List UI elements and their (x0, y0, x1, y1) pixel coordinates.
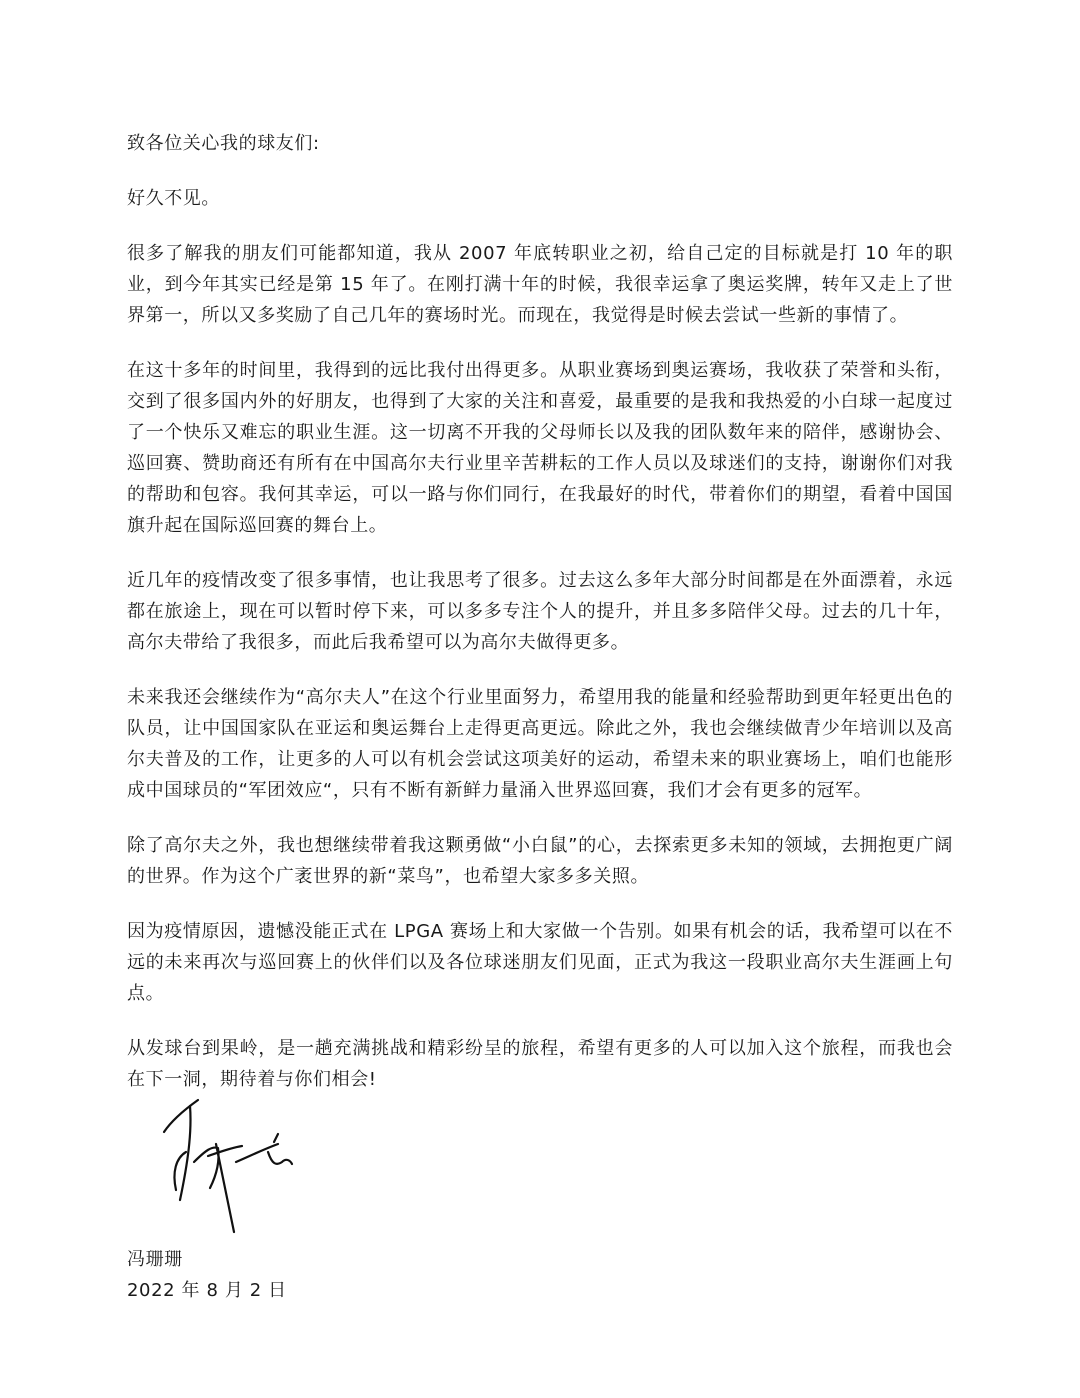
letter-paragraph: 近几年的疫情改变了很多事情，也让我思考了很多。过去这么多年大部分时间都是在外面漂着，永远都在旅途上，现在可以暂时停下来，可以多多专注个人的提升，并且多多陪伴父母。过去的几十年，高尔夫带给了我很多，而此后我希望可以为高尔夫做得更多。 (127, 570, 953, 653)
signature-image (150, 1092, 310, 1242)
letter-paragraph: 因为疫情原因，遗憾没能正式在 LPGA 赛场上和大家做一个告别。如果有机会的话，我希望可以在不远的未来再次与巡回赛上的伙伴们以及各位球迷朋友们见面，正式为我这一段职业高尔夫生涯画上句点。 (127, 921, 953, 1004)
letter-paragraph: 除了高尔夫之外，我也想继续带着我这颗勇做“小白鼠”的心，去探索更多未知的领域，去拥抱更广阔的世界。作为这个广袤世界的新“菜鸟”，也希望大家多多关照。 (127, 835, 953, 887)
letter-date: 2022 年 8 月 2 日 (127, 1280, 287, 1301)
handwritten-signature (150, 1092, 310, 1242)
letter-paragraph: 从发球台到果岭，是一趟充满挑战和精彩纷呈的旅程，希望有更多的人可以加入这个旅程，而我也会在下一洞，期待着与你们相会! (127, 1038, 953, 1090)
letter-paragraph: 很多了解我的朋友们可能都知道，我从 2007 年底转职业之初，给自己定的目标就是打 10 年的职业，到今年其实已经是第 15 年了。在刚打满十年的时候，我很幸运拿了奥运奖牌，转年又走上了世界第一，所以又多奖励了自己几年的赛场时光。而现在，我觉得是时候去尝试一些新的事情了。 (127, 243, 953, 326)
letter-paragraph: 好久不见。 (127, 188, 220, 209)
letter-paragraph: 在这十多年的时间里，我得到的远比我付出得更多。从职业赛场到奥运赛场，我收获了荣誉和头衔，交到了很多国内外的好朋友，也得到了大家的关注和喜爱，最重要的是我和我热爱的小白球一起度过了一个快乐又难忘的职业生涯。这一切离不开我的父母师长以及我的团队数年来的陪伴，感谢协会、巡回赛、赞助商还有所有在中国高尔夫行业里辛苦耕耘的工作人员以及球迷们的支持，谢谢你们对我的帮助和包容。我何其幸运，可以一路与你们同行，在我最好的时代，带着你们的期望，看着中国国旗升起在国际巡回赛的舞台上。 (127, 360, 953, 536)
signer-name: 冯珊珊 (127, 1249, 183, 1270)
letter-salutation: 致各位关心我的球友们: (127, 133, 320, 154)
letter-closing (127, 1244, 287, 1306)
letter-body (127, 128, 953, 1119)
letter-paragraph: 未来我还会继续作为“高尔夫人”在这个行业里面努力，希望用我的能量和经验帮助到更年轻更出色的队员，让中国国家队在亚运和奥运舞台上走得更高更远。除此之外，我也会继续做青少年培训以及高尔夫普及的工作，让更多的人可以有机会尝试这项美好的运动，希望未来的职业赛场上，咱们也能形成中国球员的“军团效应“，只有不断有新鲜力量涌入世界巡回赛，我们才会有更多的冠军。 (127, 687, 953, 801)
